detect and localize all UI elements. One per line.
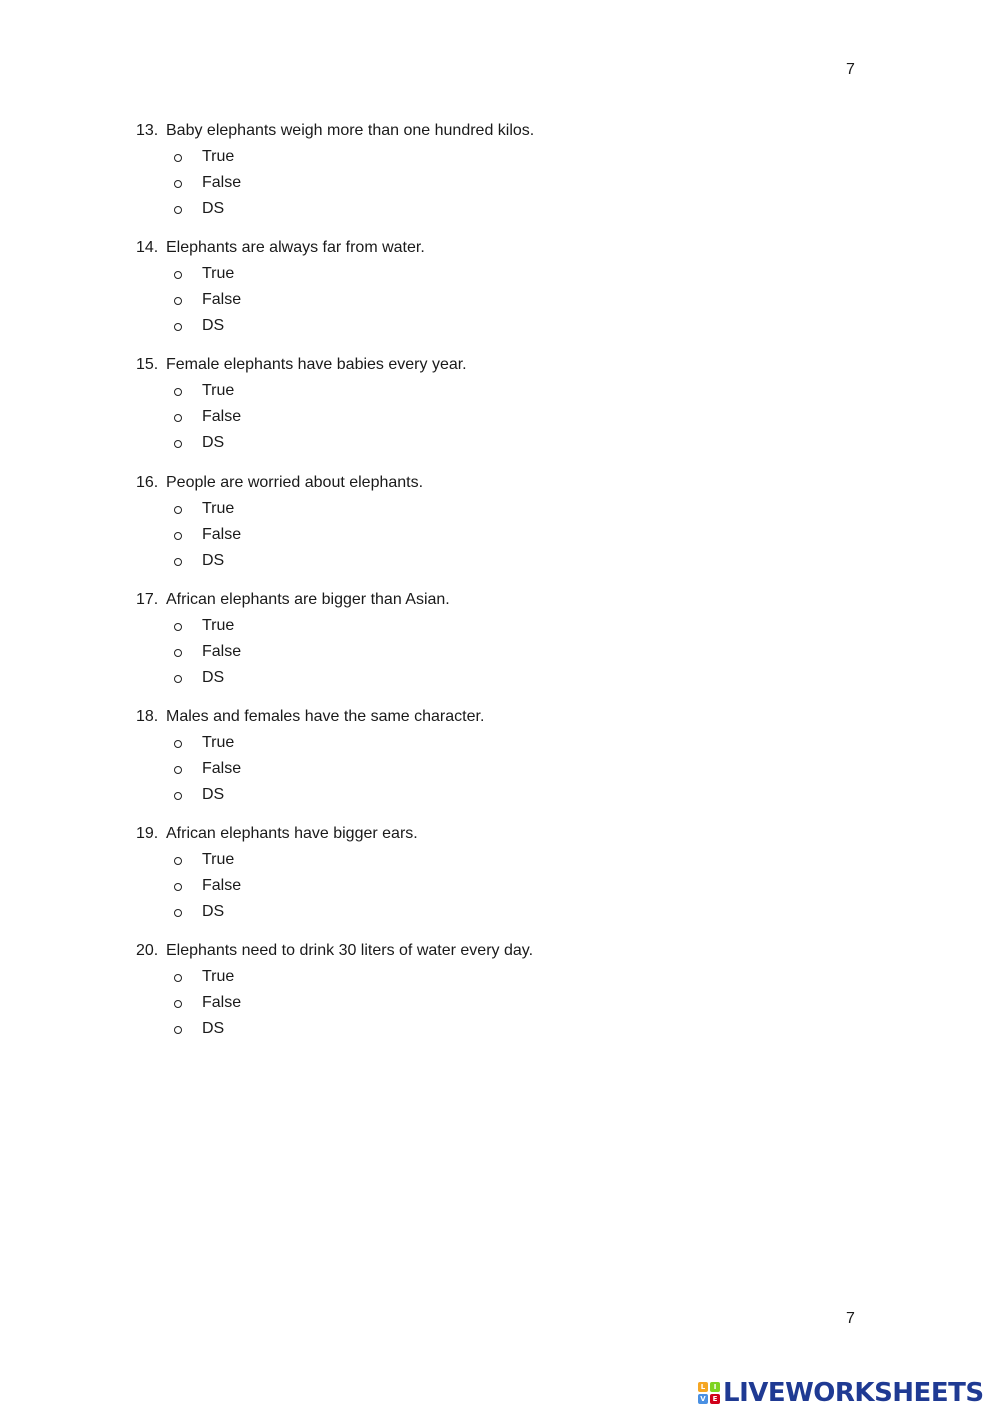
question-18 [136,704,836,821]
answer-options [136,613,836,691]
option-label: False [202,408,242,426]
question-text: Elephants are always far from water. [166,239,425,257]
option-ds[interactable] [136,548,836,574]
question-16 [136,470,836,587]
option-label: DS [202,434,225,452]
radio-circle-icon[interactable] [174,1026,182,1034]
question-stem [136,470,836,496]
option-label: DS [202,551,225,569]
option-label: True [202,851,235,869]
question-19 [136,821,836,938]
option-true[interactable] [136,613,836,639]
question-text: African elephants are bigger than Asian. [166,590,450,608]
answer-options [136,964,836,1042]
option-true[interactable] [136,847,836,873]
radio-circle-icon[interactable] [174,792,182,800]
question-number: 13. [136,122,159,139]
option-label: False [202,174,242,191]
radio-circle-icon[interactable] [174,649,182,657]
radio-circle-icon[interactable] [174,323,182,331]
option-label: DS [202,200,225,217]
option-false[interactable] [136,990,836,1016]
question-text: Elephants need to drink 30 liters of water every day. [166,942,534,960]
question-number: 20. [136,942,159,960]
question-text: Baby elephants weigh more than one hundred kilos. [166,122,535,139]
page-number-bottom: 7 [846,1310,855,1327]
option-ds[interactable] [136,782,836,808]
radio-circle-icon[interactable] [174,388,182,396]
radio-circle-icon[interactable] [174,740,182,748]
question-text: Female elephants have babies every year. [166,356,467,374]
option-label: DS [202,668,225,686]
radio-circle-icon[interactable] [174,623,182,631]
option-false[interactable] [136,287,836,313]
radio-circle-icon[interactable] [174,271,182,279]
option-label: False [202,291,242,309]
answer-options [136,847,836,925]
question-text: Males and females have the same character. [166,707,485,725]
logo-tile: V [698,1394,708,1404]
question-stem [136,235,836,261]
answer-options [136,730,836,808]
option-label: True [202,265,235,283]
option-true[interactable] [136,730,836,756]
option-label: False [202,994,242,1012]
option-false[interactable] [136,756,836,782]
radio-circle-icon[interactable] [174,206,182,214]
question-number: 16. [136,473,159,491]
radio-circle-icon[interactable] [174,974,182,982]
question-14 [136,235,836,352]
option-ds[interactable] [136,313,836,339]
option-label: DS [202,317,225,335]
option-true[interactable] [136,378,836,404]
radio-circle-icon[interactable] [174,766,182,774]
question-number: 17. [136,590,159,608]
option-true[interactable] [136,496,836,522]
radio-circle-icon[interactable] [174,180,182,188]
answer-options [136,496,836,574]
radio-circle-icon[interactable] [174,857,182,865]
logo-tile: E [710,1394,720,1404]
option-false[interactable] [136,170,836,196]
option-label: DS [202,903,225,921]
option-false[interactable] [136,522,836,548]
question-text: African elephants have bigger ears. [166,825,418,843]
option-ds[interactable] [136,665,836,691]
option-label: True [202,499,235,517]
option-label: True [202,733,235,751]
option-false[interactable] [136,404,836,430]
question-stem [136,704,836,730]
question-13 [136,118,836,235]
question-number: 15. [136,356,159,374]
option-label: False [202,642,242,660]
option-false[interactable] [136,873,836,899]
option-label: True [202,148,235,165]
radio-circle-icon[interactable] [174,414,182,422]
page-number-top: 7 [846,61,855,78]
option-label: True [202,968,235,986]
question-list [136,118,836,1056]
option-false[interactable] [136,639,836,665]
question-stem [136,821,836,847]
radio-circle-icon[interactable] [174,440,182,448]
radio-circle-icon[interactable] [174,675,182,683]
option-ds[interactable] [136,1016,836,1042]
radio-circle-icon[interactable] [174,532,182,540]
question-stem [136,352,836,378]
answer-options [136,261,836,339]
radio-circle-icon[interactable] [174,558,182,566]
logo-text: LIVEWORKSHEETS [723,1378,984,1408]
question-stem [136,938,836,964]
option-true[interactable] [136,261,836,287]
option-label: DS [202,1020,225,1038]
question-20 [136,938,836,1055]
question-number: 19. [136,825,159,843]
question-17 [136,587,836,704]
logo-tiles-icon [698,1382,720,1404]
radio-circle-icon[interactable] [174,506,182,514]
radio-circle-icon[interactable] [174,1000,182,1008]
question-stem [136,587,836,613]
answer-options [136,378,836,456]
question-text: People are worried about elephants. [166,473,424,491]
radio-circle-icon[interactable] [174,154,182,162]
option-true[interactable] [136,964,836,990]
radio-circle-icon[interactable] [174,883,182,891]
option-label: True [202,616,235,634]
option-true[interactable] [136,144,836,170]
option-label: True [202,382,235,400]
option-ds[interactable] [136,430,836,456]
radio-circle-icon[interactable] [174,297,182,305]
option-label: False [202,877,242,895]
answer-options [136,144,836,222]
option-label: False [202,759,242,777]
question-number: 14. [136,239,159,257]
option-label: False [202,525,242,543]
option-ds[interactable] [136,899,836,925]
logo-tile: I [710,1382,720,1392]
question-15 [136,352,836,469]
question-number: 18. [136,707,159,725]
question-stem [136,118,836,144]
radio-circle-icon[interactable] [174,909,182,917]
option-ds[interactable] [136,196,836,222]
logo-tile: L [698,1382,708,1392]
option-label: DS [202,785,225,803]
liveworksheets-logo [698,1377,984,1409]
